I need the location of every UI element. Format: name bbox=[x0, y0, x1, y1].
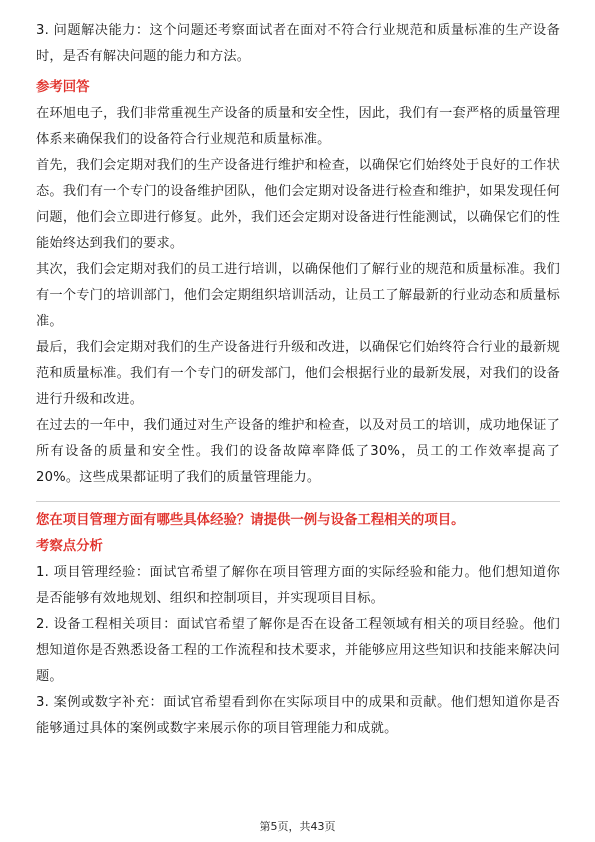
analysis-heading: 考察点分析 bbox=[36, 539, 103, 554]
page-content bbox=[36, 18, 560, 742]
intro-item-3: 3. 问题解决能力：这个问题还考察面试者在面对不符合行业规范和质量标准的生产设备时，是否有解决问题的能力和方法。 bbox=[36, 23, 560, 64]
section-divider bbox=[36, 501, 560, 502]
analysis-item: 2. 设备工程相关项目：面试官希望了解你是否在设备工程领域有相关的项目经验。他们想知道你是否熟悉设备工程的工作流程和技术要求，并能够应用这些知识和技能来解决问题。 bbox=[36, 617, 560, 684]
answer-paragraph: 最后，我们会定期对我们的生产设备进行升级和改进，以确保它们始终符合行业的最新规范和质量标准。我们有一个专门的研发部门，他们会根据行业的最新发展，对我们的设备进行升级和改进。 bbox=[36, 340, 560, 407]
answer-paragraph: 在过去的一年中，我们通过对生产设备的维护和检查，以及对员工的培训，成功地保证了所有设备的质量和安全性。我们的设备故障率降低了30%，员工的工作效率提高了20%。这些成果都证明了我们的质量管理能力。 bbox=[36, 418, 560, 485]
answer-paragraph: 其次，我们会定期对我们的员工进行培训，以确保他们了解行业的规范和质量标准。我们有一个专门的培训部门，他们会定期组织培训活动，让员工了解最新的行业动态和质量标准。 bbox=[36, 262, 560, 329]
analysis-item: 1. 项目管理经验：面试官希望了解你在项目管理方面的实际经验和能力。他们想知道你是否能够有效地规划、组织和控制项目，并实现项目目标。 bbox=[36, 565, 560, 606]
answer-heading: 参考回答 bbox=[36, 80, 90, 95]
question-title: 您在项目管理方面有哪些具体经验？请提供一例与设备工程相关的项目。 bbox=[36, 513, 465, 528]
answer-paragraph: 在环旭电子，我们非常重视生产设备的质量和安全性，因此，我们有一套严格的质量管理体系来确保我们的设备符合行业规范和质量标准。 bbox=[36, 106, 560, 147]
answer-paragraph: 首先，我们会定期对我们的生产设备进行维护和检查，以确保它们始终处于良好的工作状态。我们有一个专门的设备维护团队，他们会定期对设备进行检查和维护，如果发现任何问题，他们会立即进行修复。此外，我们还会定期对设备进行性能测试，以确保它们的性能始终达到我们的要求。 bbox=[36, 158, 560, 251]
page-number: 第5页，共43页 bbox=[259, 820, 336, 833]
analysis-item: 3. 案例或数字补充：面试官希望看到你在实际项目中的成果和贡献。他们想知道你是否能够通过具体的案例或数字来展示你的项目管理能力和成就。 bbox=[36, 695, 560, 736]
